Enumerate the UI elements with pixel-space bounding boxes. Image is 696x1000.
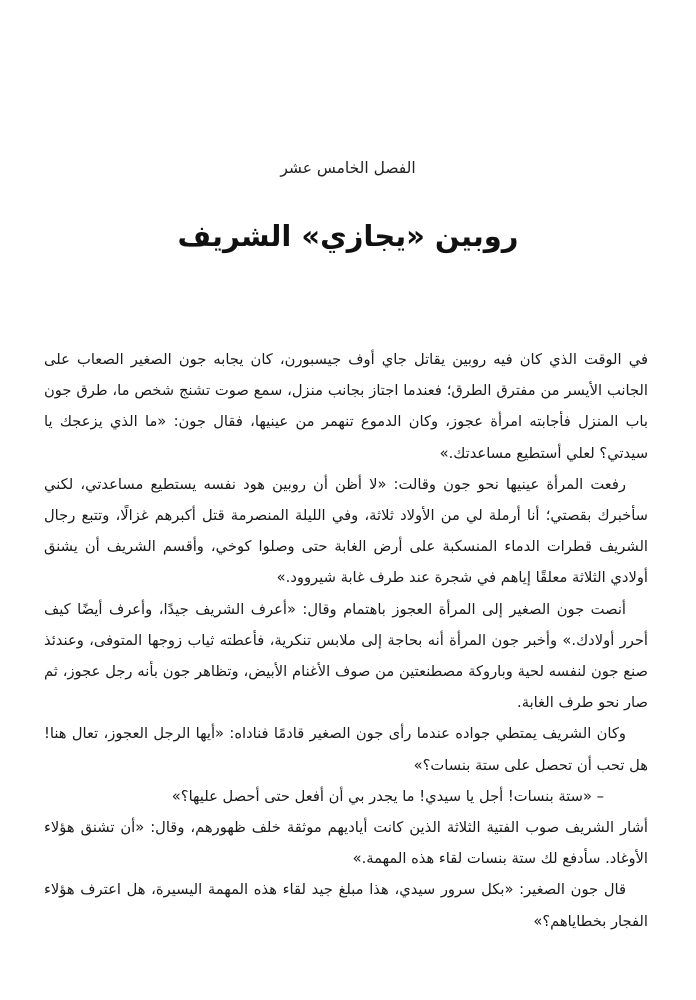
paragraph: وكان الشريف يمتطي جواده عندما رأى جون الصغير قادمًا فناداه: «أيها الرجل العجوز، تعال هنا! هل تحب أن تحصل على ستة بنسات؟» [44, 725, 648, 774]
paragraph: في الوقت الذي كان فيه روبين يقاتل جاي أوف جيسبورن، كان يجابه جون الصغير الصعاب على الجانب الأيسر من مفترق الطرق؛ فعندما اجتاز بجانب منزل، سمع صوت تشنج شخص ما، طرق جون باب المنزل فأجابته امرأة عجوز، وكان الدموع تنهمر من عينيها، فقال جون: «ما الذي يزعجك يا سيدتي؟ لعلي أستطيع مساعدتك.» [44, 351, 648, 462]
dialog-line: – «ستة بنسات! أجل يا سيدي! ما يجدر بي أن أفعل حتى أحصل عليها؟» [171, 787, 604, 805]
paragraph: أشار الشريف صوب الفتية الثلاثة الذين كانت أياديهم موثقة خلف ظهورهم، وقال: «أن تشنق هؤلاء الأوغاد. سأدفع لك ستة بنسات لقاء هذه المهمة.» [44, 819, 648, 868]
paragraph: أنصت جون الصغير إلى المرأة العجوز باهتمام وقال: «أعرف الشريف جيدًا، وأعرف أيضًا كيف أحرر أولادك.» وأخبر جون المرأة أنه بحاجة إلى ملابس تنكرية، فأعطته ثياب زوجها المتوفى، وعندئذ صنع جون لنفسه لحية وباروكة مصطنعتين من صوف الأغنام الأبيض، وتظاهر جون بأنه رجل عجوز، ثم صار نحو طرف الغابة. [44, 600, 648, 712]
chapter-title: روبين «يجازي» الشريف [177, 219, 519, 253]
chapter-label: الفصل الخامس عشر [280, 159, 416, 177]
paragraph: رفعت المرأة عينيها نحو جون وقالت: «لا أظن أن روبين هود نفسه يستطيع مساعدتي، لكني سأخبرك بقصتي؛ أنا أرملة لي من الأولاد ثلاثة، وفي الليلة المنصرمة قتل أكبرهم غزالًا، وتتبع رجال الشريف قطرات الدماء المنسكبة على أرض الغابة حتى وصلوا كوخي، وأقسم الشريف أن يشنق أولادي الثلاثة معلقًا إياهم في شجرة عند طرف غابة شيروود.» [44, 475, 648, 587]
chapter-body [44, 344, 648, 937]
paragraph: قال جون الصغير: «بكل سرور سيدي، هذا مبلغ جيد لقاء هذه المهمة اليسيرة، هل اعترف هؤلاء الفجار بخطاياهم؟» [44, 881, 648, 930]
